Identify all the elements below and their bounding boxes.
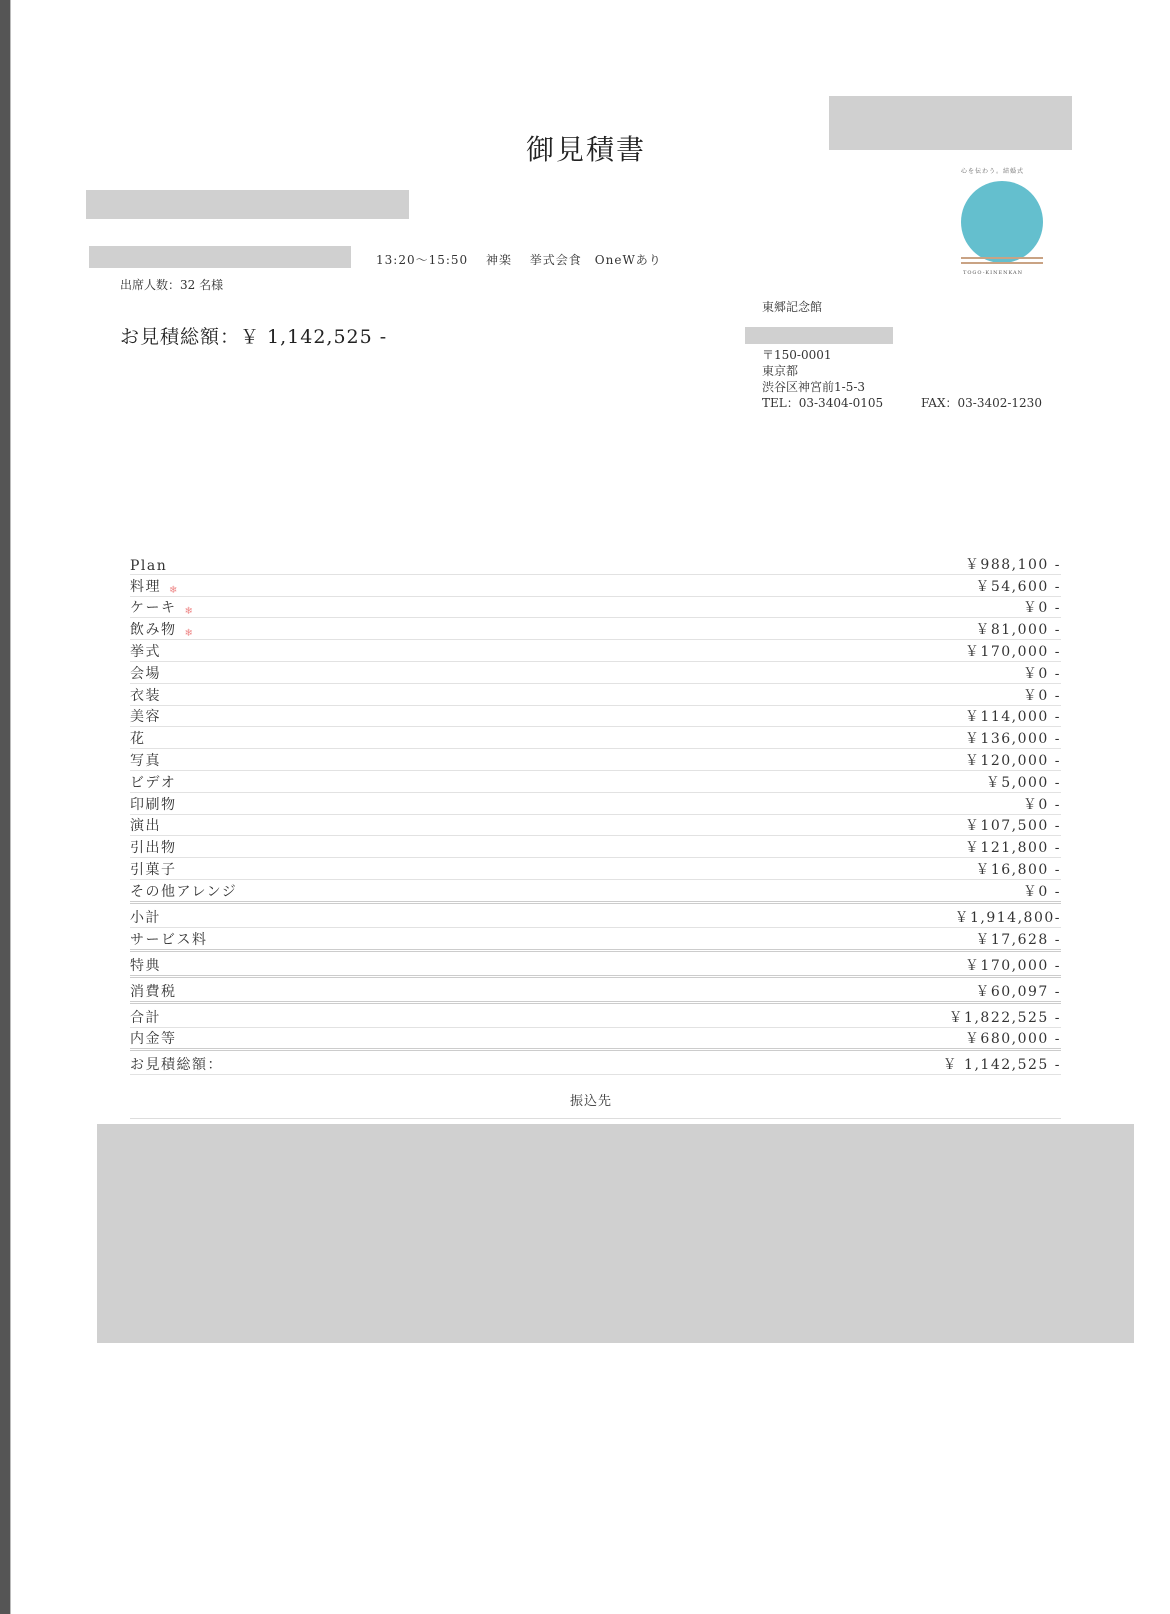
- table-row: [130, 618, 1061, 640]
- item-value: ￥107,500 -: [964, 818, 1061, 835]
- divider: [130, 1118, 1061, 1119]
- table-row: [130, 771, 1061, 793]
- item-value: ￥0 -: [1022, 600, 1061, 617]
- redacted-event-date: [89, 246, 351, 268]
- summary-label: 消費税: [130, 983, 177, 1000]
- table-row: [130, 749, 1061, 771]
- summary-label: 小計: [130, 909, 161, 926]
- summary-label: 合計: [130, 1009, 161, 1026]
- table-row: [130, 836, 1061, 858]
- item-label: 会場: [130, 665, 161, 682]
- item-value: ￥16,800 -: [975, 861, 1061, 878]
- item-value: ￥170,000 -: [964, 643, 1061, 660]
- table-row: [130, 815, 1061, 837]
- venue-fax: FAX：03-3402-1230: [921, 396, 1042, 410]
- estimate-page: [10, 0, 1170, 1614]
- attendee-count: 出席人数：32 名様: [120, 278, 224, 292]
- table-row: [130, 640, 1061, 662]
- snowflake-icon: ❄: [184, 606, 195, 618]
- table-row: [130, 684, 1061, 706]
- table-row: [130, 880, 1061, 904]
- summary-value: ￥170,000 -: [964, 957, 1061, 974]
- table-row: [130, 553, 1061, 575]
- item-value: ￥5,000 -: [985, 774, 1061, 791]
- table-row: [130, 727, 1061, 749]
- summary-value: ￥17,628 -: [975, 931, 1061, 948]
- logo-stripe: [961, 262, 1043, 264]
- summary-row: [130, 904, 1061, 928]
- estimate-table: [130, 553, 1061, 1075]
- redacted-customer-name: [86, 190, 409, 219]
- venue-address: 渋谷区神宮前1-5-3: [762, 380, 866, 394]
- item-value: ￥81,000 -: [975, 622, 1061, 639]
- logo-stripe: [961, 257, 1043, 259]
- venue-logo-icon: [961, 181, 1043, 263]
- item-value: ￥136,000 -: [964, 731, 1061, 748]
- logo-tagline: 心を伝わう。結婚式: [961, 168, 1025, 175]
- item-label: 料理: [130, 578, 161, 595]
- summary-row: [130, 978, 1061, 1004]
- item-label: ケーキ: [130, 600, 177, 617]
- summary-label: 特典: [130, 957, 161, 974]
- summary-row: [130, 928, 1061, 952]
- summary-row: [130, 1004, 1061, 1028]
- summary-row: [130, 952, 1061, 978]
- summary-row: [130, 1028, 1061, 1052]
- item-label: 引菓子: [130, 861, 177, 878]
- item-label: その他アレンジ: [130, 883, 238, 900]
- summary-value: ￥1,822,525 -: [948, 1009, 1061, 1026]
- item-label: 衣装: [130, 687, 161, 704]
- summary-value: ￥60,097 -: [975, 983, 1061, 1000]
- item-value: ￥114,000 -: [964, 709, 1061, 726]
- item-label: 写真: [130, 752, 161, 769]
- redacted-contact: [745, 327, 893, 344]
- item-label: ビデオ: [130, 774, 177, 791]
- summary-value: ￥680,000 -: [964, 1031, 1061, 1048]
- venue-postal: 〒150-0001: [762, 348, 832, 362]
- venue-name: 東郷記念館: [762, 300, 823, 314]
- item-value: ￥0 -: [1022, 665, 1061, 682]
- logo-name: TOGO-KINENKAN: [963, 270, 1024, 276]
- item-label: Plan: [130, 557, 168, 574]
- summary-label: お見積総額：: [130, 1057, 223, 1074]
- table-row: [130, 597, 1061, 619]
- table-row: [130, 858, 1061, 880]
- snowflake-icon: ❄: [184, 628, 195, 640]
- item-label: 美容: [130, 709, 161, 726]
- venue-prefecture: 東京都: [762, 364, 799, 378]
- item-label: 挙式: [130, 643, 161, 660]
- table-row: [130, 706, 1061, 728]
- item-label: 引出物: [130, 840, 177, 857]
- item-label: 花: [130, 731, 146, 748]
- viewer-edge: [0, 0, 10, 1614]
- redacted-bank-details: [97, 1124, 1134, 1343]
- summary-label: サービス料: [130, 931, 208, 948]
- item-value: ￥988,100 -: [964, 556, 1061, 573]
- document-title: 御見積書: [526, 133, 647, 166]
- grand-total-row: [130, 1051, 1061, 1075]
- event-info: 13:20〜15:50 神楽 挙式会食 OneWあり: [376, 253, 662, 267]
- item-value: ￥54,600 -: [975, 578, 1061, 595]
- venue-tel: TEL：03-3404-0105: [762, 396, 884, 410]
- table-row: [130, 575, 1061, 597]
- summary-value: ￥1,914,800-: [954, 909, 1061, 926]
- item-value: ￥0 -: [1022, 796, 1061, 813]
- snowflake-icon: ❄: [169, 584, 179, 596]
- summary-value: ￥ 1,142,525 -: [942, 1057, 1061, 1074]
- table-row: [130, 793, 1061, 815]
- item-label: 飲み物: [130, 622, 177, 639]
- redacted-header-block: [829, 96, 1072, 150]
- item-value: ￥121,800 -: [964, 840, 1061, 857]
- item-value: ￥0 -: [1022, 883, 1061, 900]
- bank-heading: 振込先: [569, 1094, 612, 1109]
- summary-label: 内金等: [130, 1031, 177, 1048]
- item-label: 印刷物: [130, 796, 177, 813]
- item-label: 演出: [130, 818, 161, 835]
- estimate-total-heading: お見積総額：￥ 1,142,525 -: [120, 326, 388, 348]
- item-value: ￥120,000 -: [964, 752, 1061, 769]
- item-value: ￥0 -: [1022, 687, 1061, 704]
- table-row: [130, 662, 1061, 684]
